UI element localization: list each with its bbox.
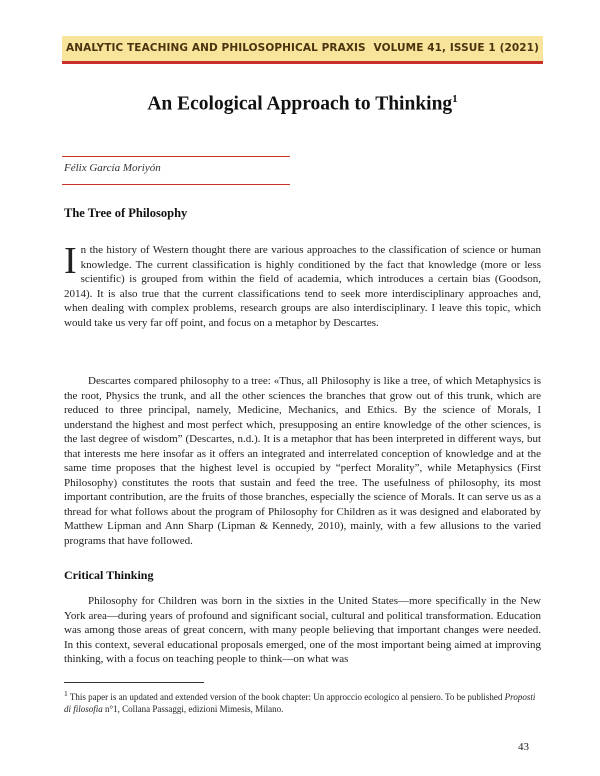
volume-issue: VOLUME 41, ISSUE 1 (2021) xyxy=(373,41,539,54)
paragraph-critical: Philosophy for Children was born in the sixties in the United States—more specifically in the New York area—during years of profound and significant social, cultural and political transformation. Education was among those areas of great concern, with many people believing that important changes were needed. In this context, several educational proposals emerged, one of the most important being aimed at improving thinking, with a focus on teaching people to think—on what was xyxy=(64,595,541,665)
footnote-text-a: This paper is an updated and extended version of the book chapter: Un approccio ecologico al pensiero. To be published xyxy=(67,692,505,702)
title-footnote-mark[interactable]: 1 xyxy=(452,93,458,105)
article-title xyxy=(62,93,543,116)
author-rule-bottom xyxy=(62,184,290,185)
author-rule-top xyxy=(62,156,290,157)
page-number: 43 xyxy=(518,741,529,753)
footnote-italic: Proposti di filosofia xyxy=(64,692,536,714)
paragraph-intro xyxy=(64,240,541,330)
drop-cap: I xyxy=(64,240,77,282)
journal-name: ANALYTIC TEACHING AND PHILOSOPHICAL PRAXIS xyxy=(66,41,366,54)
paragraph-intro-text: n the history of Western thought there are various approaches to the classification of science or human knowledge. The current classification is highly conditioned by the fact that knowledge (more or less scientific) is grouped from within the field of academia, which introduces a certain bias (Goodson, 2014). It is also true that the current classifications tend to seek more interdisciplinary approaches and, when dealing with complex problems, research groups are also interdisciplinary. I leave this topic, which would take us very far off point, and focus on a metaphor by Descartes. xyxy=(64,244,541,329)
journal-header xyxy=(62,36,543,64)
footnote-rule xyxy=(64,682,204,683)
footnote-mark: 1 xyxy=(64,689,68,698)
section-heading-critical: Critical Thinking xyxy=(64,568,154,582)
title-text: An Ecological Approach to Thinking xyxy=(147,93,453,115)
section-heading-tree: The Tree of Philosophy xyxy=(64,206,188,220)
footnote xyxy=(64,688,544,715)
paragraph-descartes: Descartes compared philosophy to a tree: «Thus, all Philosophy is like a tree, of which Metaphysics is the root, Physics the trunk, and all the other sciences the branches that grow out of this trunk, which are reduced to three principal, namely, Medicine, Mechanics, and Ethics. By the science of Morals, I understand the highest and most perfect which, presupposing an entire knowledge of the other sciences, is the last degree of wisdom” (Descartes, n.d.). It is a metaphor that has been interpreted in different ways, but that interests me here insofar as it offers an integrated and interrelated conception of knowledge and at the same time proposes that the highest level is occupied by “perfect Morality”, while Metaphysics (First Philosophy) constitutes the roots that sustain and feed the tree. The usefulness of philosophy, its most important contribution, are the fruits of those branches, especially the science of Morals. It can serve us as a thread for what follows about the program of Philosophy for Children as it was designed and elaborated by Matthew Lipman and Ann Sharp (Lipman & Kennedy, 2010), mainly, with a few allusions to the varied programs that have followed. xyxy=(64,375,541,547)
author-name: Félix García Moriyón xyxy=(64,162,161,174)
footnote-text-b: n°1, Collana Passaggi, edizioni Mimesis, Milano. xyxy=(102,704,284,714)
